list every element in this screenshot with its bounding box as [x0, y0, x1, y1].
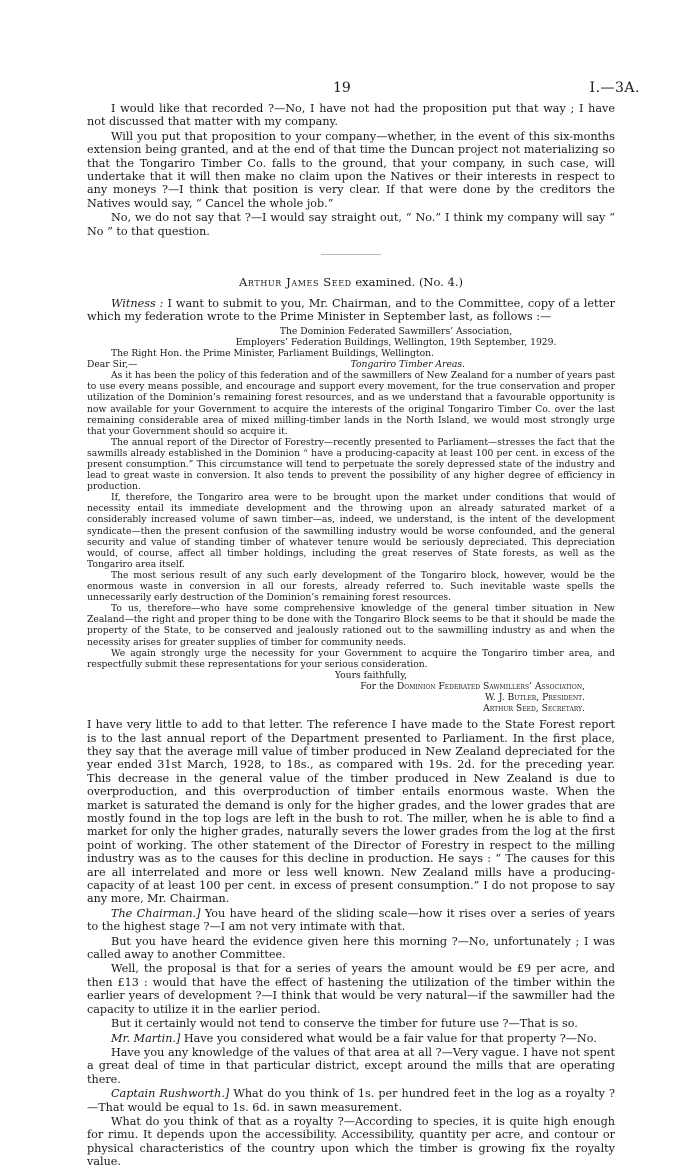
signature-org: Dominion Federated Sawmillers’ Association,	[396, 680, 585, 692]
testimony-paragraph: But it certainly would not tend to conserve the timber for future use ?—That is so.	[111, 1017, 578, 1031]
letter-paragraph: We again strongly urge the necessity for your Government to acquire the Tongariro timber area, and respectfully submit these representations for your serious consideration.	[87, 647, 615, 670]
letter-paragraph: To us, therefore—who have some comprehensive knowledge of the general timber situation in New Zealand—the right and proper thing to be done with the Tongariro Block seems to be that it should be made the property of the State, to be conserved and jealously rationed out to the sawmilling industry as and when the necessity arises for greater supplies of timber for community needs.	[87, 603, 615, 648]
section-heading	[87, 275, 615, 289]
testimony-paragraph: What do you think of that as a royalty ?—According to species, it is quite high enough for rimu. It depends upon the accessibility. Accessibility, quantity per acre, and contour or physical characteristics of the country upon which the timber is growing fix the royalty value.	[87, 1114, 615, 1169]
testimony	[87, 718, 615, 1168]
letter-closing: Yours faithfully,	[334, 669, 408, 681]
speaker: The Chairman.]	[111, 906, 201, 920]
testimony-paragraph: Have you any knowledge of the values of that area at all ?—Very vague. I have not spent a great deal of time in that particular district, except around the mills that are operating there.	[87, 1045, 615, 1086]
testimony-paragraph: But you have heard the evidence given here this morning ?—No, unfortunately ; I was called away to another Committee.	[87, 934, 615, 962]
letter-subject: Tongariro Timber Areas.	[350, 359, 465, 371]
letter-paragraph: The most serious result of any such early development of the Tongariro block, however, would be the enormous waste in conversion in all our forests, already referred to. Such inevitable waste spells the unnecessarily early destruction of the Dominion’s remaining forest resources.	[87, 569, 615, 604]
witness-text: I want to submit to you, Mr. Chairman, and to the Committee, copy of a letter which my federation wrote to the Prime Minister in September last, as follows :—	[87, 297, 615, 324]
letter-salutation-row	[87, 359, 615, 370]
document-reference: I.—3A.	[589, 80, 640, 96]
letter-signature-org	[87, 681, 615, 692]
letter-salutation: Dear Sir,—	[87, 359, 138, 371]
page-content	[87, 102, 615, 1170]
letter-sender-address: Employers’ Federation Buildings, Wellington, 19th September, 1929.	[235, 336, 557, 348]
letter-sender-org: The Dominion Federated Sawmillers’ Association,	[279, 325, 513, 337]
witness-statement	[87, 297, 615, 324]
letter-recipient: The Right Hon. the Prime Minister, Parliament Buildings, Wellington.	[111, 348, 434, 360]
intro-paragraph: I would like that recorded ?—No, I have not had the proposition put that way ; I have not discussed that matter with my company.	[87, 102, 615, 129]
testimony-paragraph: I have very little to add to that letter. The reference I have made to the State Forest report is to the last annual report of the Department presented to Parliament. In the first place, they say that the average mill value of timber produced in New Zealand depreciated for the year ended 31st March, 1928, to 18s., as compared with 19s. 2d. for the preceding year. This decrease in the general value of the timber produced in New Zealand is due to overproduction, and this overproduction of timber entails enormous waste. When the market is saturated the demand is only for the higher grades, and the lower grades that are mostly found in the top logs are left in the bush to rot. The miller, when he is able to find a market for only the higher grades, naturally severs the lower grades from the log at the first point of working. The other statement of the Director of Forestry in respect to the milling industry was as to the causes for this decline in production. He says : “ The causes for this are all interrelated and more or less well known. New Zealand mills have a producing-capacity of at least 100 per cent. in excess of present consumption.” I do not propose to say any more, Mr. Chairman.	[87, 718, 615, 906]
quoted-letter	[87, 326, 615, 714]
witness-name: Arthur James Seed	[239, 275, 352, 290]
section-divider	[321, 254, 381, 255]
speaker: Captain Rushworth.]	[111, 1087, 230, 1101]
page-header	[0, 80, 700, 100]
testimony-paragraph: Well, the proposal is that for a series of years the amount would be £9 per acre, and then £13 : would that have the effect of hastening the utilization of the timber within the earlier years of development ?—I think that would be very natural—if the sawmiller had the capacity to utilize it in the earlier period.	[87, 962, 615, 1016]
testimony-paragraph: Mr. Martin.] Have you considered what would be a fair value for that property ?—No.	[111, 1031, 597, 1045]
letter-paragraph: The annual report of the Director of Forestry—recently presented to Parliament—stresses the fact that the sawmills already established in the Dominion “ have a producing-capacity at least 100 per cent. in excess of the present consumption.” This circumstance will tend to perpetuate the sorely depressed state of the industry and lead to great waste in conversion. It also tends to prevent the possibility of any higher degree of efficiency in production.	[87, 436, 615, 493]
intro-paragraph: No, we do not say that ?—I would say straight out, “ No.” I think my company will say “ No ” to that question.	[87, 211, 615, 238]
testimony-paragraph: The Chairman.] You have heard of the sliding scale—how it rises over a series of years to the highest stage ?—I am not very intimate with that.	[87, 906, 615, 934]
witness-label: Witness :	[111, 297, 164, 311]
page-number: 19	[333, 80, 351, 96]
speaker: Mr. Martin.]	[111, 1031, 181, 1045]
intro-paragraph: Will you put that proposition to your company—whether, in the event of this six-months extension being granted, and at the end of that time the Duncan project not materializing so that the Tongariro Timber Co. falls to the ground, that your company, in such case, will undertake that it will then make no claim upon the Natives or their interests in respect to any moneys ?—I think that position is very clear. If that were done by the creditors the Natives would say, “ Cancel the whole job.”	[87, 129, 615, 210]
signature-secretary: Arthur Seed, Secretary.	[483, 703, 585, 715]
testimony-paragraph: Captain Rushworth.] What do you think of 1s. per hundred feet in the log as a royalty ?—That would be equal to 1s. 6d. in sawn measurement.	[87, 1087, 615, 1114]
letter-paragraph: If, therefore, the Tongariro area were to be brought upon the market under conditions that would of necessity entail its immediate development and the throwing upon an already saturated market of a considerably increased volume of sawn timber—as, indeed, we understand, is the intent of the development syndicate—then the present confusion of the sawmilling industry would be worse confounded, and the general security and value of standing timber of whatever tenure would be seriously depreciated. This depreciation would, of course, affect all timber holdings, including the great reserves of State forests, as well as the Tongariro area itself.	[87, 492, 615, 570]
heading-note: examined. (No. 4.)	[355, 275, 463, 290]
signature-for: For the	[360, 680, 394, 692]
signature-president: W. J. Butler, President.	[485, 691, 585, 703]
letter-paragraph: As it has been the policy of this federation and of the sawmillers of New Zealand for a number of years past to use every means possible, and encourage and support every movement, for the true conservation and proper utilization of the Dominion’s remaining forest resources, and as we understand that a favourable opportunity is now available for your Government to acquire the interests of the original Tongariro Timber Co. over the last remaining considerable area of mixed milling-timber lands in the North Island, we would most strongly urge that your Government should so acquire it.	[87, 370, 615, 437]
